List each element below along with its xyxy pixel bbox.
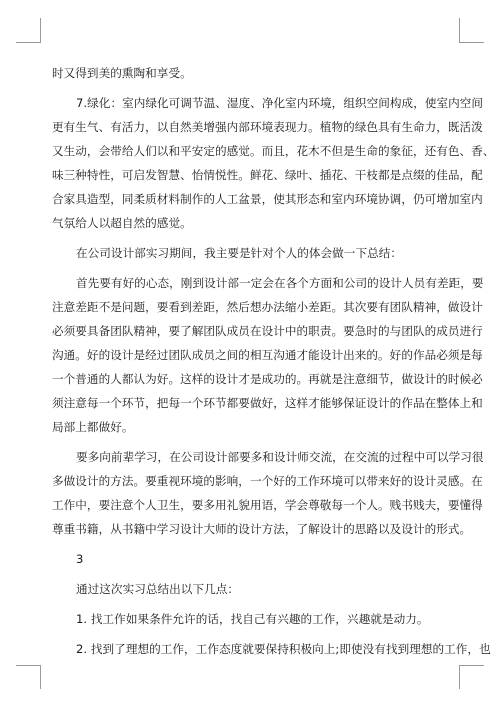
text-line: 又生动，会带给人们以和平安定的感觉。而且，花木不但是生命的象征，还有色、香、 — [52, 144, 495, 158]
text-line: 一个普通的人都认为好。这样的设计才是成功的。再就是注意细节，做设计的时候必 — [52, 372, 483, 386]
crop-mark-top-right — [459, 18, 460, 42]
crop-mark-bottom-right — [459, 665, 460, 689]
crop-mark-top-right — [459, 42, 484, 43]
text-line: 通过这次实习总结出以下几点： — [76, 582, 240, 596]
text-line: 时又得到美的熏陶和享受。 — [52, 66, 192, 80]
crop-mark-top-left — [40, 18, 41, 42]
crop-mark-bottom-right — [459, 665, 484, 666]
text-line: 局部上都做好。 — [52, 420, 134, 434]
text-line: 气氛给人以超自然的感觉。 — [52, 216, 192, 230]
text-line: 首先要有好的心态，刚到设计部一定会在各个方面和公司的设计人员有差距，要 — [76, 276, 484, 290]
text-line: 工作中，要注意个人卫生，要多用礼貌用语，学会尊敬每一个人。贱书贱夫，要懂得 — [52, 498, 483, 512]
text-line: 尊重书籍，从书籍中学习设计大师的设计方法，了解设计的思路以及设计的形式。 — [52, 522, 472, 536]
text-line: 味三种特性，可启发智慧、怡情悦性。鲜花、绿叶、插花、干枝都是点缀的佳品，配 — [52, 168, 483, 182]
crop-mark-bottom-left — [40, 665, 41, 689]
text-line: 须注意每一个环节，把每一个环节都要做好，这样才能够保证设计的作品在整体上和 — [52, 396, 483, 410]
text-line: 更有生气、有活力，以自然美增强内部环境表现力。植物的绿色具有生命力，既活泼 — [52, 120, 483, 134]
section-number: 3 — [76, 552, 84, 566]
text-line: 合家具造型，同柔质材料制作的人工盆景，使其形态和室内环境协调，仍可增加室内 — [52, 192, 483, 206]
text-line: 注意差距不是问题，要看到差距，然后想办法缩小差距。其次要有团队精神，做设计 — [52, 300, 483, 314]
text-line: 多做设计的方法。要重视环境的影响，一个好的工作环境可以带来好的设计灵感。在 — [52, 474, 483, 488]
text-line: 必须要具备团队精神，要了解团队成员在设计中的职责。要急时的与团队的成员进行 — [52, 324, 483, 338]
text-line: 沟通。好的设计是经过团队成员之间的相互沟通才能设计出来的。好的作品必须是每 — [52, 348, 483, 362]
crop-mark-bottom-left — [16, 665, 41, 666]
text-line: 7.绿化：室内绿化可调节温、湿度、净化室内环境，组织空间构成，使室内空间 — [76, 96, 484, 110]
text-line: 在公司设计部实习期间，我主要是针对个人的体会做一下总结： — [76, 246, 403, 260]
list-item: 1. 找工作如果条件允许的话，找自己有兴趣的工作，兴趣就是动力。 — [76, 612, 429, 626]
crop-mark-top-left — [16, 42, 41, 43]
list-item: 2. 找到了理想的工作，工作态度就要保持积极向上;即使没有找到理想的工作，也 — [76, 642, 491, 656]
text-line: 要多向前辈学习，在公司设计部要多和设计师交流，在交流的过程中可以学习很 — [76, 450, 484, 464]
